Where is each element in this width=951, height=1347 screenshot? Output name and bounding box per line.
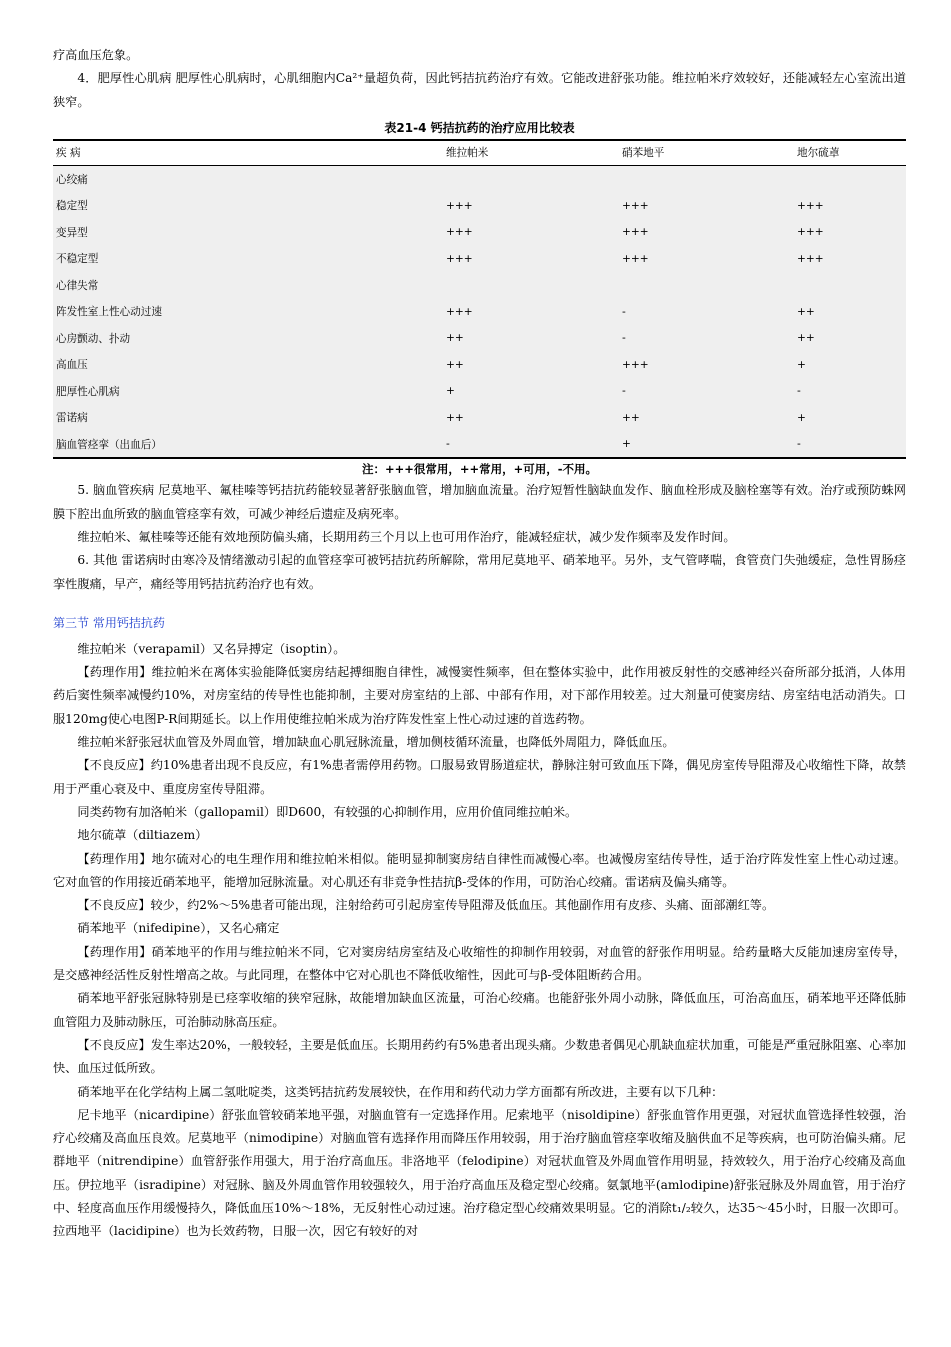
table-header-row [53, 140, 906, 166]
paragraph: 地尔硫䓬（diltiazem） [77, 828, 208, 843]
cell-value: +++ [797, 252, 824, 265]
cell-value: ++ [797, 305, 815, 318]
cell-value: + [622, 438, 631, 451]
cell-value: +++ [622, 252, 649, 265]
table-row [53, 245, 906, 272]
paragraph: 4．肥厚性心肌病 肥厚性心肌病时，心肌细胞内Ca²⁺量超负荷，因此钙拮抗药治疗有效。它能改进舒张功能。维拉帕米疗效较好，还能减轻左心室流出道狭窄。 [53, 71, 906, 109]
cell-value: + [797, 411, 806, 424]
cell-value: ++ [446, 358, 464, 371]
section-heading: 第三节 常用钙拮抗药 [53, 615, 165, 630]
cell-value: +++ [446, 226, 473, 239]
header-nifedipine: 硝苯地平 [619, 140, 794, 166]
cell-disease: 不稳定型 [56, 253, 99, 266]
cell-value: +++ [446, 305, 473, 318]
cell-value [619, 165, 794, 192]
cell-disease: 稳定型 [56, 200, 88, 213]
cell-disease: 心房颤动、扑动 [56, 332, 131, 345]
cell-value: ++ [446, 332, 464, 345]
table-row [53, 219, 906, 246]
paragraph: 硝苯地平（nifedipine），又名心痛定 [77, 921, 280, 936]
cell-value [443, 165, 619, 192]
cell-value: - [797, 385, 801, 398]
paragraph: 硝苯地平舒张冠脉特别是已痉挛收缩的狭窄冠脉，故能增加缺血区流量，可治心绞痛。也能舒张外周小动脉，降低血压，可治高血压，硝苯地平还降低肺血管阻力及肺动脉压，可治肺动脉高压症。 [53, 991, 906, 1029]
paragraph: 【药理作用】地尔硫对心的电生理作用和维拉帕米相似。能明显抑制窦房结自律性而减慢心率。也减慢房室结传导性，适于治疗阵发性室上性心动过速。它对血管的作用接近硝苯地平，能增加冠脉流量。对心肌还有非竞争性拮抗β-受体的作用，可防治心绞痛。雷诺病及偏头痛等。 [53, 851, 906, 889]
cell-value: - [622, 332, 626, 345]
cell-value [794, 165, 906, 192]
cell-value: + [797, 358, 806, 371]
cell-value: +++ [797, 226, 824, 239]
cell-disease: 变异型 [56, 226, 88, 239]
table-row [53, 404, 906, 431]
cell-disease: 心绞痛 [56, 173, 88, 186]
table-note: 注：+++很常用，++常用，+可用，-不用。 [361, 462, 598, 477]
cell-value: +++ [622, 226, 649, 239]
cell-value: +++ [622, 199, 649, 212]
cell-value: +++ [622, 358, 649, 371]
cell-disease: 阵发性室上性心动过速 [56, 306, 162, 319]
cell-value [443, 272, 619, 299]
header-disease: 疾 病 [53, 140, 443, 166]
paragraph: 维拉帕米（verapamil）又名异搏定（isoptin）。 [77, 641, 346, 656]
paragraph: 维拉帕米、氟桂嗪等还能有效地预防偏头痛，长期用药三个月以上也可用作治疗，能减轻症状，减少发作频率及发作时间。 [77, 529, 736, 544]
cell-value: ++ [622, 411, 640, 424]
cell-value [619, 272, 794, 299]
cell-disease: 雷诺病 [56, 412, 88, 425]
table-title: 表21-4 钙拮抗药的治疗应用比较表 [384, 120, 575, 135]
table-row [53, 272, 906, 299]
paragraph: 【不良反应】约10%患者出现不良反应，有1%患者需停用药物。口服易致胃肠道症状，静脉注射可致血压下降，偶见房室传导阻滞及心收缩性下降，故禁用于严重心衰及中、重度房室传导阻滞。 [53, 758, 906, 796]
cell-value: - [446, 438, 450, 451]
paragraph: 维拉帕米舒张冠状血管及外周血管，增加缺血心肌冠脉流量，增加侧枝循环流量，也降低外周阻力，降低血压。 [77, 735, 675, 750]
paragraph: 6. 其他 雷诺病时由寒冷及情绪激动引起的血管痉挛可被钙拮抗药所解除，常用尼莫地平、硝苯地平。另外，支气管哮喘，食管贲门失弛缓症，急性胃肠痉挛性腹痛，早产，痛经等用钙拮抗药治疗也有效。 [53, 553, 906, 591]
cell-value: +++ [446, 252, 473, 265]
table-row [53, 298, 906, 325]
cell-value: + [446, 385, 455, 398]
cell-value: ++ [446, 411, 464, 424]
cell-value: +++ [446, 199, 473, 212]
table-row [53, 192, 906, 219]
paragraph: 同类药物有加洛帕米（gallopamil）即D600，有较强的心抑制作用，应用价值同维拉帕米。 [77, 804, 578, 819]
cell-value: ++ [797, 332, 815, 345]
paragraph: 【不良反应】发生率达20%，一般较轻，主要是低血压。长期用药约有5%患者出现头痛。少数患者偶见心肌缺血症状加重，可能是严重冠脉阻塞、心率加快、血压过低所致。 [53, 1037, 906, 1076]
paragraph: 硝苯地平在化学结构上属二氢吡啶类，这类钙拮抗药发展较快，在作用和药代动力学方面都有所改进，主要有以下几种： [77, 1084, 724, 1099]
document-page [53, 44, 906, 1244]
cell-value: - [622, 385, 626, 398]
table-row [53, 325, 906, 352]
table-row [53, 165, 906, 192]
paragraph: 【不良反应】较少，约2%～5%患者可能出现，注射给药可引起房室传导阻滞及低血压。其他副作用有皮疹、头痛、面部潮红等。 [77, 898, 775, 913]
cell-disease: 心律失常 [56, 279, 99, 292]
cell-disease: 脑血管痉挛（出血后） [56, 438, 162, 451]
paragraph: 疗高血压危象。 [53, 48, 139, 62]
cell-value [794, 272, 906, 299]
paragraph: 【药理作用】维拉帕米在离体实验能降低窦房结起搏细胞自律性，减慢窦性频率，但在整体实验中，此作用被反射性的交感神经兴奋所部分抵消，人体用药后窦性频率减慢约10%，对房室结的传导性也能抑制，主要对房室结的上部、中部有作用，对下部作用较差。过大剂量可使窦房结、房室结电活动消失。口服120mg使心电图P-R间期延长。以上作用使维拉帕米成为治疗阵发性室上性心动过速的首选药物。 [53, 665, 906, 726]
cell-value: - [622, 305, 626, 318]
header-verapamil: 维拉帕米 [443, 140, 619, 166]
paragraph: 尼卡地平（nicardipine）舒张血管较硝苯地平强，对脑血管有一定选择作用。尼索地平（nisoldipine）舒张血管作用更强，对冠状血管选择性较强，治疗心绞痛及高血压良效。尼莫地平（nimodipine）对脑血管有选择作用而降压作用较弱，用于治疗脑血管痉挛收缩及脑供血不足等疾病，也可防治偏头痛。尼群地平（nitrendipine）血管舒张作用强大，用于治疗高血压。非洛地平（felodipine）对冠状血管及外周血管作用明显，持效较久，用于治疗心绞痛及高血压。伊拉地平（isradipine）对冠脉、脑及外周血管作用较强较久，用于治疗高血压及稳定型心绞痛。氨氯地平(amlodipine)舒张冠脉及外周血管，用于治疗中、轻度高血压作用缓慢持久，降低血压10%～18%，无反射性心动过速。治疗稳定型心绞痛效果明显。它的消除t₁/₂较久，达35～45小时，日服一次即可。拉西地平（lacidipine）也为长效药物，日服一次，因它有较好的对 [53, 1107, 906, 1239]
paragraph: 【药理作用】硝苯地平的作用与维拉帕米不同，它对窦房结房室结及心收缩性的抑制作用较弱，对血管的舒张作用明显。给药量略大反能加速房室传导，是交感神经活性反射性增高之故。与此同理，在整体中它对心肌也不降低收缩性，因此可与β-受体阻断药合用。 [53, 944, 906, 983]
cell-disease: 高血压 [56, 359, 88, 372]
cell-value: - [797, 438, 801, 451]
cell-disease: 肥厚性心肌病 [56, 385, 120, 398]
paragraph: 5. 脑血管疾病 尼莫地平、氟桂嗪等钙拮抗药能较显著舒张脑血管，增加脑血流量。治疗短暂性脑缺血发作、脑血栓形成及脑栓塞等有效。治疗或预防蛛网膜下腔出血所致的脑血管痉挛有效，可减少神经后遗症及病死率。 [53, 483, 906, 521]
header-diltiazem: 地尔硫䓬 [794, 140, 906, 166]
table-row [53, 378, 906, 405]
cell-value: +++ [797, 199, 824, 212]
comparison-table [53, 139, 906, 460]
table-row [53, 351, 906, 378]
table-row [53, 431, 906, 459]
